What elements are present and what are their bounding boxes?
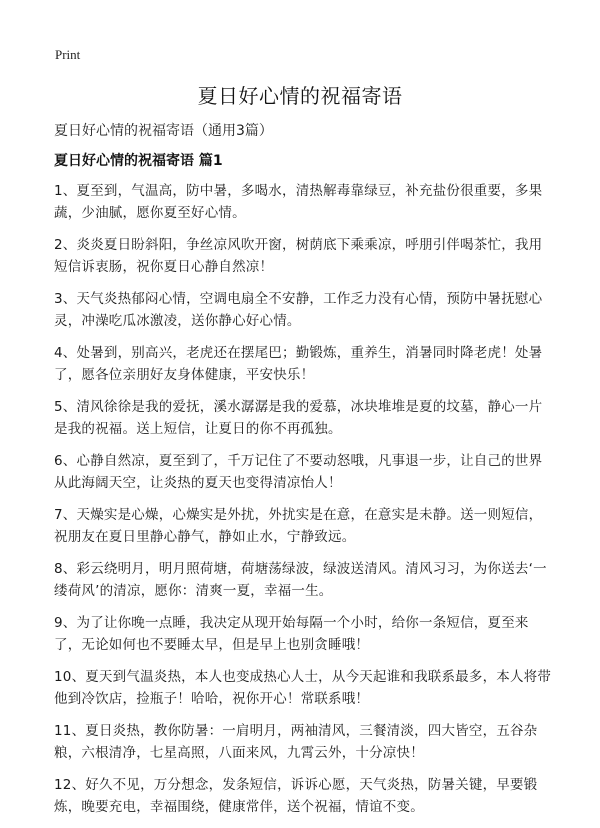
list-item: 8、彩云绕明月，明月照荷塘，荷塘荡绿波，绿波送清风。清风习习，为你送去‘一缕荷风’的清凉，愿你：清爽一夏，幸福一生。 [54, 561, 547, 599]
page-title: 夏日好心情的祝福寄语 [197, 84, 403, 108]
list-item: 10、夏天到气温炎热，本人也变成热心人士，从今天起谁和我联系最多，本人将带他到冷饮店，捡瓶子！哈哈，祝你开心！常联系哦！ [54, 669, 552, 707]
list-item: 3、天气炎热郁闷心情，空调电扇全不安静，工作乏力没有心情，预防中暑抚慰心灵，冲澡吃瓜冰激凌，送你静心好心情。 [54, 291, 543, 329]
section-heading: 夏日好心情的祝福寄语 篇1 [54, 153, 223, 169]
list-item: 2、炎炎夏日盼斜阳，争丝凉风吹开窗，树荫底下乘乘凉，呼朋引伴喝茶忙，我用短信诉衷肠，祝你夏日心静自然凉！ [54, 237, 543, 275]
list-item: 12、好久不见，万分想念，发条短信，诉诉心愿，天气炎热，防暑关键，早要锻炼，晚要充电，幸福围绕，健康常伴，送个祝福，情谊不变。 [54, 777, 538, 815]
list-item: 11、夏日炎热，教你防暑：一肩明月，两袖清风，三餐清淡，四大皆空，五谷杂粮，六根清净，七星高照，八面来风，九霄云外，十分凉快！ [54, 723, 538, 761]
list-item: 6、心静自然凉，夏至到了，千万记住了不要动怒哦，凡事退一步，让自己的世界从此海阔天空，让炎热的夏天也变得清凉怡人！ [54, 453, 543, 491]
list-item: 1、夏至到，气温高，防中暑，多喝水，清热解毒靠绿豆，补充盐份很重要，多果蔬，少油腻，愿你夏至好心情。 [54, 183, 543, 221]
print-link[interactable]: Print [55, 47, 81, 62]
list-item: 4、处暑到，别高兴，老虎还在摆尾巴；勤锻炼，重养生，消暑同时降老虎！处暑了，愿各位亲朋好友身体健康，平安快乐！ [54, 345, 543, 383]
list-item: 9、为了让你晚一点睡，我决定从现开始每隔一个小时，给你一条短信，夏至来了，无论如何也不要睡太早，但是早上也别贪睡哦！ [54, 615, 529, 653]
greeting-list [54, 180, 554, 828]
document-subtitle: 夏日好心情的祝福寄语（通用3篇） [54, 123, 273, 139]
list-item: 5、清风徐徐是我的爱抚，溪水潺潺是我的爱慕，冰块堆堆是夏的坟墓，静心一片是我的祝福。送上短信，让夏日的你不再孤独。 [54, 399, 543, 437]
list-item: 7、天燥实是心燥，心燥实是外扰，外扰实是在意，在意实是未静。送一则短信，祝朋友在夏日里静心静气，静如止水，宁静致远。 [54, 507, 543, 545]
